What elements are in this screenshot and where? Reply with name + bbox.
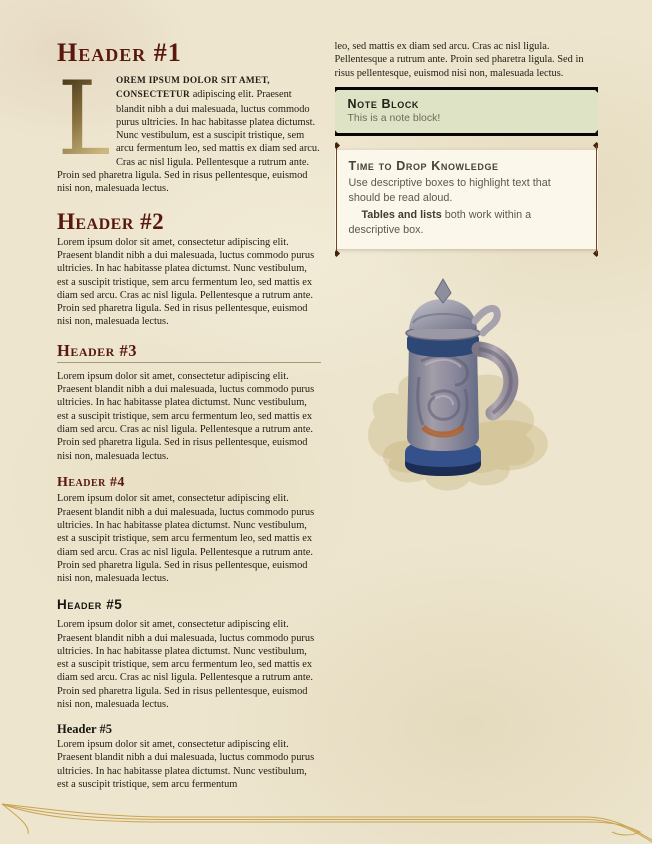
corner-pin-icon: [593, 142, 598, 149]
section-heading-6: Header #5: [57, 722, 112, 737]
right-column: [335, 40, 599, 796]
descriptive-box-line2-rest: both work within a descriptive box.: [348, 208, 532, 236]
note-ribbon-corner: [595, 125, 598, 133]
beer-stein-svg: [347, 277, 577, 497]
section-paragraph: Lorem ipsum dolor sit amet, consectetur adipiscing elit. Praesent blandit nibh a dui malesuada, luctus commodo purus ultricies. In hac habitasse platea dictumst. Nunc vestibulum, est a suscipit tristique, sem arcu fermentum leo, sed mattis ex diam sed arcu. Cras ac nisl ligula. Pellentesque a rutrum ante. Proin sed pharetra ligula. Sed in risus pellentesque, euismod nisi non, malesuada lectus.: [57, 493, 315, 585]
descriptive-box-line2: [349, 208, 585, 238]
intro-body-text: adipiscing elit. Praesent blandit nibh a dui malesuada, luctus commodo purus ultricies. In hac habitasse platea dictumst. Nunc vestibulum, est a suscipit tristique, sem arcu fermentum leo, sed mattis ex diam sed arcu. Cras ac nisl ligula. Pellentesque a rutrum ante. Proin sed pharetra ligula. Sed in risus pellentesque, euismod nisi non, malesuada lectus.: [57, 89, 320, 195]
descriptive-box: [335, 150, 599, 249]
descriptive-box-line1: Use descriptive boxes to highlight text that should be read aloud.: [348, 176, 551, 204]
left-column: [57, 40, 321, 796]
drop-cap-letter: L: [57, 60, 125, 179]
note-ribbon-corner: [335, 125, 338, 133]
descriptive-box-title: Time to Drop Knowledge: [348, 158, 499, 173]
footer-flourish: [0, 796, 652, 844]
section-paragraph: Lorem ipsum dolor sit amet, consectetur adipiscing elit. Praesent blandit nibh a dui malesuada, luctus commodo purus ultricies. In hac habitasse platea dictumst. Nunc vestibulum, est a suscipit tristique, sem arcu fermentum leo, sed mattis ex diam sed arcu. Cras ac nisl ligula. Pellentesque a rutrum ante. Proin sed pharetra ligula. Sed in risus pellentesque, euismod nisi non, malesuada lectus.: [57, 236, 315, 328]
intro-lead-caps: OREM IPSUM DOLOR SIT AMET, CONSECTETUR: [116, 76, 270, 101]
intro-paragraph: [57, 60, 321, 196]
section-paragraph: Lorem ipsum dolor sit amet, consectetur adipiscing elit. Praesent blandit nibh a dui malesuada, luctus commodo purus ultricies. In hac habitasse platea dictumst. Nunc vestibulum, est a suscipit tristique, sem arcu fermentum leo, sed mattis ex diam sed arcu. Cras ac nisl ligula. Pellentesque a rutrum ante. Proin sed pharetra ligula. Sed in risus pellentesque, euismod nisi non, malesuada lectus.: [57, 370, 315, 462]
note-ribbon-corner: [595, 90, 598, 98]
note-block-body: This is a note block!: [347, 111, 441, 124]
descriptive-box-bold-leadin: Tables and lists: [361, 208, 442, 221]
section-heading-2: Header #2: [57, 208, 165, 234]
corner-pin-icon: [593, 250, 598, 257]
section-paragraph: Lorem ipsum dolor sit amet, consectetur adipiscing elit. Praesent blandit nibh a dui malesuada, luctus commodo purus ultricies. In hac habitasse platea dictumst. Nunc vestibulum, est a suscipit tristique, sem arcu fermentum leo, sed mattis ex diam sed arcu. Cras ac nisl ligula. Pellentesque a rutrum ante. Proin sed pharetra ligula. Sed in risus pellentesque, euismod nisi non, malesuada lectus.: [57, 619, 315, 711]
page-title: Header #1: [57, 40, 182, 67]
continuation-paragraph: leo, sed mattis ex diam sed arcu. Cras ac nisl ligula. Pellentesque a rutrum ante. Proin sed pharetra ligula. Sed in risus pellentesque, euismod nisi non, malesuada lectus.: [334, 41, 584, 79]
section-heading-3: Header #3: [57, 342, 321, 363]
note-ribbon-corner: [335, 90, 338, 98]
note-block-title: Note Block: [347, 96, 420, 111]
section-heading-4: Header #4: [57, 474, 125, 490]
stein-thumb-lever: [475, 308, 497, 333]
beer-stein-illustration: [347, 277, 577, 497]
section-paragraph-truncated: Lorem ipsum dolor sit amet, consectetur adipiscing elit. Praesent blandit nibh a dui malesuada, luctus commodo purus ultricies. In hac habitasse platea dictumst. Nunc vestibulum, est a suscipit tristique, sem arcu fermentum: [57, 739, 315, 790]
two-column-layout: [57, 40, 598, 796]
corner-pin-icon: [335, 142, 340, 149]
section-heading-5: Header #5: [57, 597, 123, 613]
note-block: [335, 90, 599, 133]
corner-pin-icon: [335, 250, 340, 257]
